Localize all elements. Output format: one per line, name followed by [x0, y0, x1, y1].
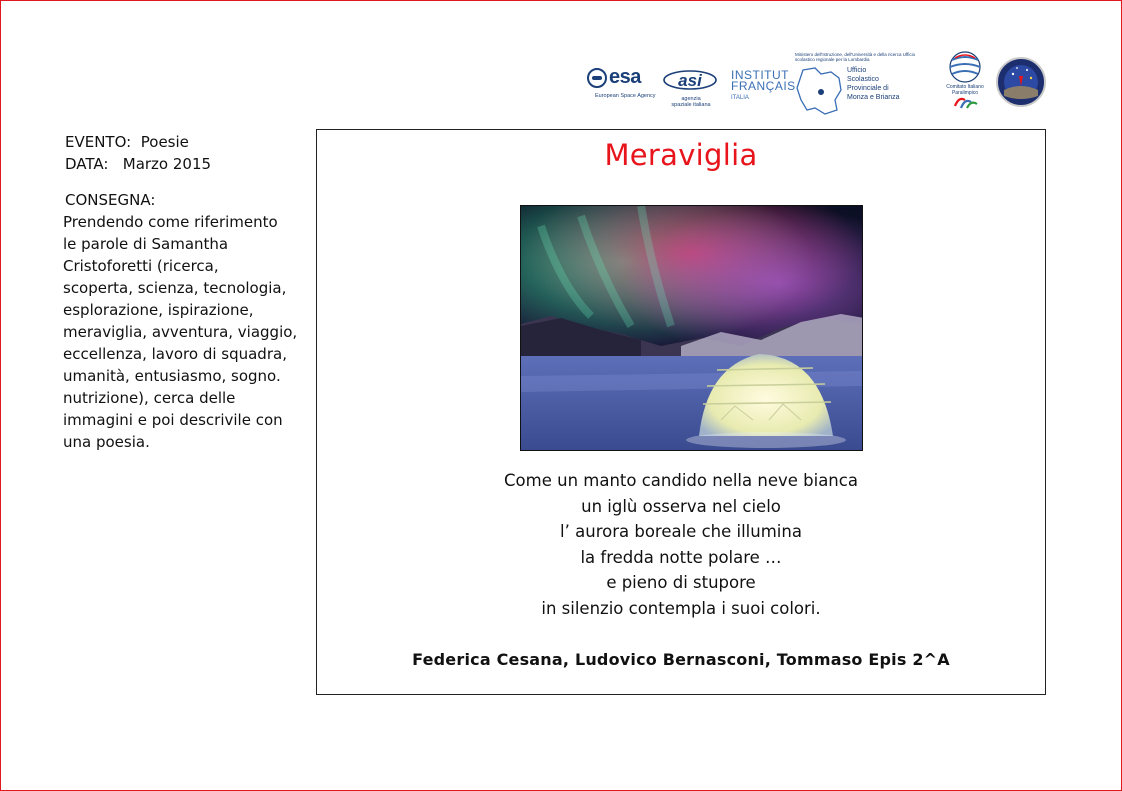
- consegna-body: [63, 211, 305, 453]
- institut-francais-logo: [731, 68, 796, 110]
- poem-line: l’ aurora boreale che illumina: [560, 522, 802, 541]
- asi-mark-icon: [659, 66, 721, 96]
- esa-subtitle: European Space Agency: [595, 93, 656, 99]
- asi-logo: [659, 66, 721, 110]
- aurora-igloo-image: [521, 206, 863, 451]
- consegna-line: umanità, entusiasmo, sogno.: [63, 367, 281, 385]
- consegna-line: Prendendo come riferimento: [63, 213, 278, 231]
- poem-text: [317, 468, 1045, 621]
- consegna-line: immagini e poi descrivile con: [63, 411, 283, 429]
- consegna-line: meraviglia, avventura, viaggio,: [63, 323, 298, 341]
- esa-mark-icon: [587, 68, 607, 88]
- consegna-line: una poesia.: [63, 433, 150, 451]
- consegna-line: eccellenza, lavoro di squadra,: [63, 345, 287, 363]
- cip-subtitle: Comitato Italiano Paralimpico: [946, 84, 984, 96]
- evento-row: [65, 131, 305, 153]
- institut-line1: INSTITUT: [731, 68, 789, 82]
- miur-logo: [795, 52, 927, 116]
- consegna-line: le parole di Samantha: [63, 235, 229, 253]
- esa-logo: [585, 66, 655, 106]
- svg-text:asi: asi: [678, 71, 702, 90]
- institut-line2: FRANÇAIS: [731, 79, 796, 93]
- poem-line: la fredda notte polare …: [580, 547, 782, 567]
- poem-line: in silenzio contempla i suoi colori.: [541, 598, 821, 618]
- agitos-icon: [935, 92, 995, 112]
- institut-subtitle: ITALIA: [731, 95, 749, 101]
- miur-header: Ministero dell'Istruzione, dell'Università e della ricerca Ufficio scolastico regionale per la Lombardia: [795, 52, 916, 62]
- cip-logo: [935, 50, 995, 114]
- mission-badge-logo: [995, 56, 1047, 108]
- poem-title: Meraviglia: [604, 138, 758, 172]
- poem-line: un iglù osserva nel cielo: [581, 496, 781, 516]
- poem-line: Come un manto candido nella neve bianca: [504, 471, 858, 490]
- poem-card: [316, 129, 1046, 695]
- consegna-title: CONSEGNA:: [65, 191, 156, 209]
- asi-subtitle: agenzia spaziale italiana: [671, 96, 711, 108]
- evento-value: Poesie: [140, 133, 189, 151]
- esa-wordmark: esa: [609, 66, 641, 88]
- consegna-line: Cristoforetti (ricerca,: [63, 257, 219, 275]
- data-value: Marzo 2015: [122, 155, 212, 173]
- lombardia-map-icon: [795, 66, 847, 116]
- data-row: [65, 153, 305, 175]
- cip-globe-icon: [935, 50, 995, 84]
- event-info: [65, 131, 305, 453]
- mission-patch-icon: [995, 56, 1047, 108]
- consegna-line: scoperta, scienza, tecnologia,: [63, 279, 287, 297]
- aurora-igloo-photo: [520, 205, 863, 451]
- poem-line: e pieno di stupore: [606, 573, 756, 592]
- evento-label: EVENTO:: [65, 133, 132, 151]
- consegna-line: nutrizione), cerca delle: [63, 389, 236, 407]
- consegna-line: esplorazione, ispirazione,: [63, 301, 254, 319]
- authors-line: Federica Cesana, Ludovico Bernasconi, Tommaso Epis 2^A: [412, 650, 950, 669]
- data-label: DATA:: [65, 155, 109, 173]
- miur-office-text: Ufficio Scolastico Provinciale di Monza e Brianza: [847, 67, 900, 101]
